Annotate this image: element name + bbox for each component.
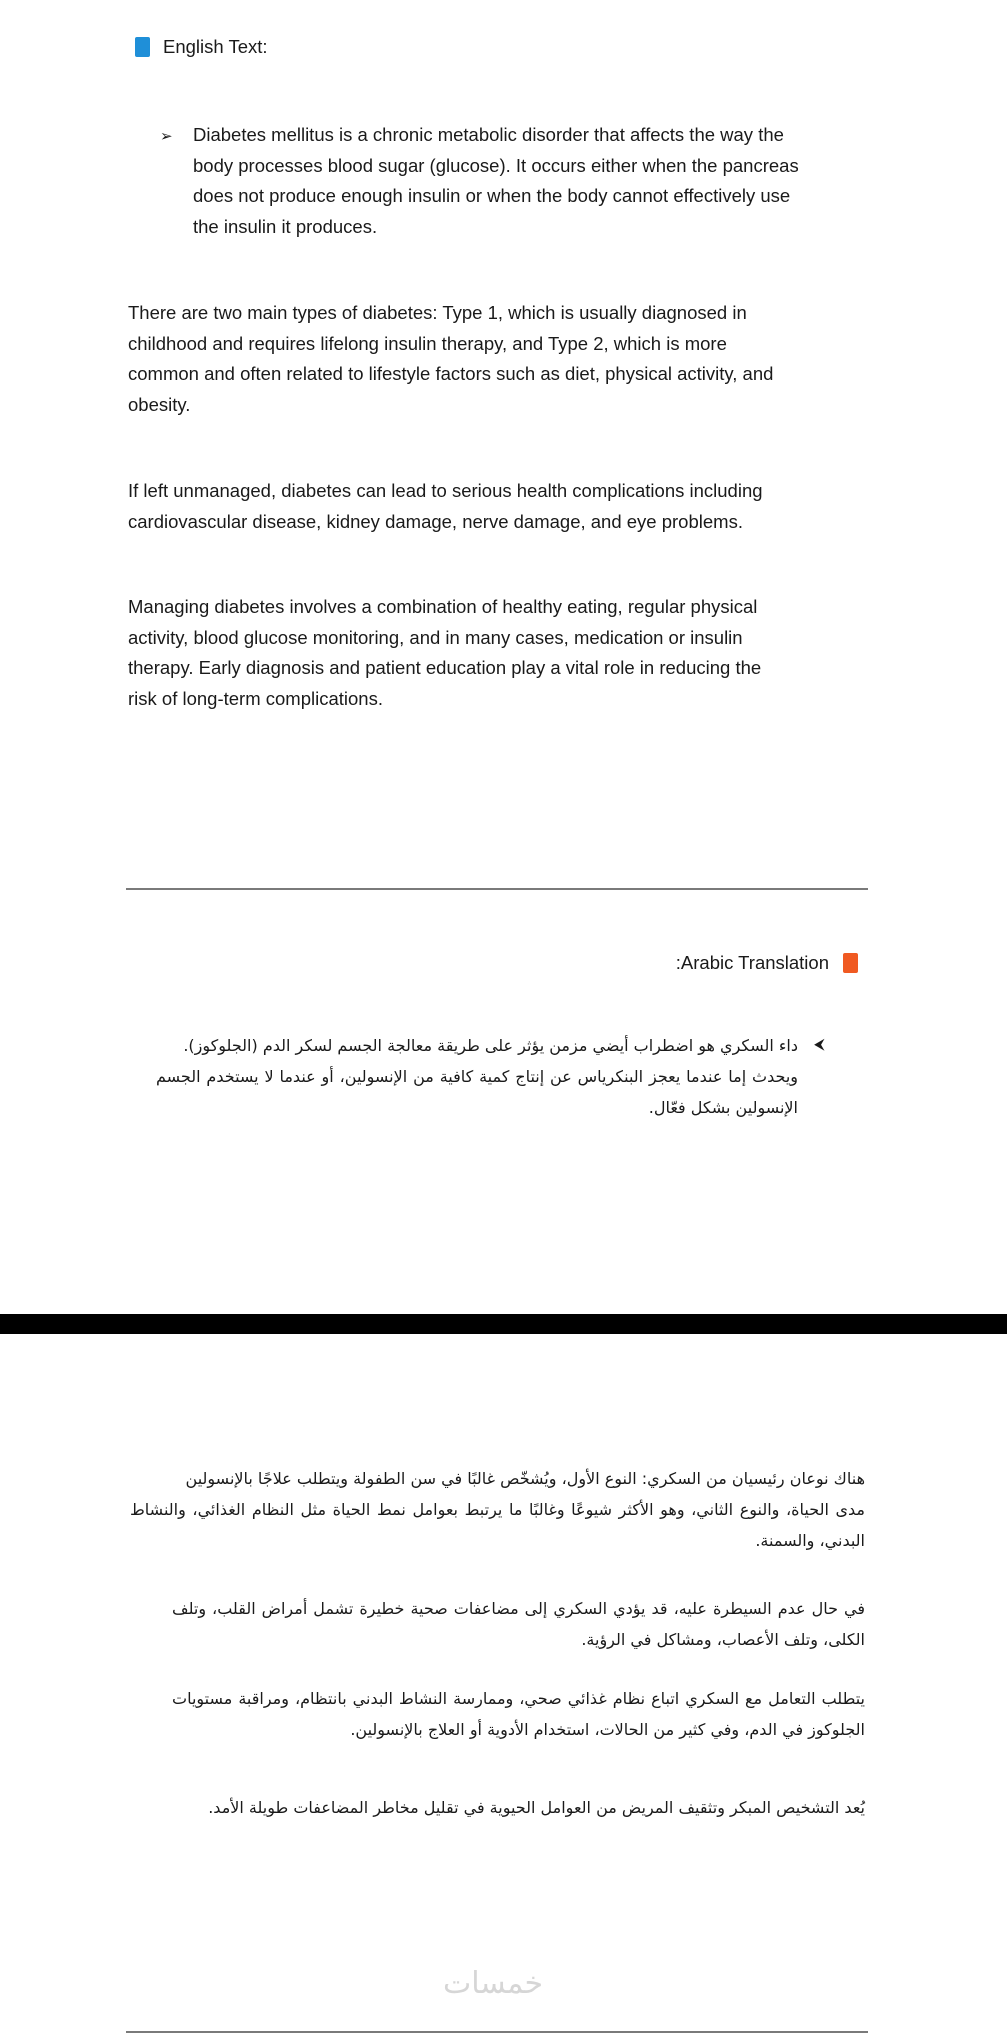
bottom-divider bbox=[126, 2031, 868, 2033]
text-line: ويحدث إما عندما يعجز البنكرياس عن إنتاج كمية كافية من الإنسولين، أو عندما لا يستخدم الجسم bbox=[156, 1067, 798, 1086]
text-line: الكلى، وتلف الأعصاب، ومشاكل في الرؤية. bbox=[581, 1630, 865, 1649]
bullet-arrow-icon: ⮜ bbox=[814, 1036, 825, 1053]
english-paragraph-management bbox=[128, 592, 761, 714]
text-line: Diabetes mellitus is a chronic metabolic disorder that affects the way the bbox=[193, 124, 784, 145]
watermark-logo: خمسات bbox=[443, 1966, 544, 2001]
text-line: البدني، والسمنة. bbox=[755, 1531, 865, 1550]
text-line: الجلوكوز في الدم، وفي كثير من الحالات، استخدام الأدوية أو العلاج بالإنسولين. bbox=[350, 1720, 865, 1739]
text-line: the insulin it produces. bbox=[193, 215, 378, 237]
arabic-paragraph-management bbox=[172, 1683, 865, 1745]
orange-book-icon bbox=[843, 953, 858, 973]
blue-book-icon bbox=[135, 37, 150, 57]
arabic-paragraph-types bbox=[130, 1463, 865, 1556]
section-divider bbox=[126, 888, 868, 890]
arabic-bullet-paragraph bbox=[156, 1030, 798, 1123]
text-line: obesity. bbox=[128, 393, 191, 415]
text-line: activity, blood glucose monitoring, and in many cases, medication or insulin bbox=[128, 626, 743, 648]
page-break-bar bbox=[0, 1314, 1007, 1334]
text-line: cardiovascular disease, kidney damage, nerve damage, and eye problems. bbox=[128, 510, 743, 532]
english-header: English Text: bbox=[163, 36, 268, 57]
text-line: يُعد التشخيص المبكر وتثقيف المريض من العوامل الحيوية في تقليل مخاطر المضاعفات طويلة الأمد. bbox=[208, 1798, 865, 1817]
text-line: childhood and requires lifelong insulin therapy, and Type 2, which is more bbox=[128, 332, 727, 354]
english-paragraph-complications bbox=[128, 476, 763, 537]
text-line: common and often related to lifestyle factors such as diet, physical activity, and bbox=[128, 363, 774, 384]
text-line: في حال عدم السيطرة عليه، قد يؤدي السكري إلى مضاعفات صحية خطيرة تشمل أمراض القلب، وتلف bbox=[172, 1599, 865, 1618]
english-bullet-paragraph bbox=[193, 120, 799, 242]
text-line: body processes blood sugar (glucose). It occurs either when the pancreas bbox=[193, 154, 799, 176]
text-line: مدى الحياة، والنوع الثاني، وهو الأكثر شيوعًا وغالبًا ما يرتبط بعوامل نمط الحياة مثل النظام الغذائي، والنشاط bbox=[130, 1500, 865, 1519]
text-line: الإنسولين بشكل فعّال. bbox=[648, 1098, 798, 1117]
text-line: therapy. Early diagnosis and patient education play a vital role in reducing the bbox=[128, 657, 762, 678]
arabic-paragraph-diagnosis bbox=[172, 1792, 865, 1823]
bullet-arrow-icon: ➢ bbox=[160, 128, 173, 145]
english-paragraph-types bbox=[128, 298, 773, 420]
arabic-header: :Arabic Translation bbox=[675, 952, 829, 973]
text-line: does not produce enough insulin or when the body cannot effectively use bbox=[193, 185, 791, 206]
text-line: If left unmanaged, diabetes can lead to serious health complications including bbox=[128, 480, 763, 501]
text-line: There are two main types of diabetes: Type 1, which is usually diagnosed in bbox=[128, 302, 747, 323]
text-line: هناك نوعان رئيسيان من السكري: النوع الأول، ويُشخّص غالبًا في سن الطفولة ويتطلب علاجًا بالإنسولين bbox=[185, 1469, 865, 1488]
text-line: Managing diabetes involves a combination of healthy eating, regular physical bbox=[128, 596, 758, 617]
text-line: يتطلب التعامل مع السكري اتباع نظام غذائي صحي، وممارسة النشاط البدني بانتظام، ومراقبة مستويات bbox=[172, 1689, 865, 1708]
text-line: داء السكري هو اضطراب أيضي مزمن يؤثر على طريقة معالجة الجسم لسكر الدم (الجلوكوز). bbox=[183, 1036, 798, 1055]
text-line: risk of long-term complications. bbox=[128, 687, 383, 709]
arabic-paragraph-complications bbox=[172, 1593, 865, 1655]
